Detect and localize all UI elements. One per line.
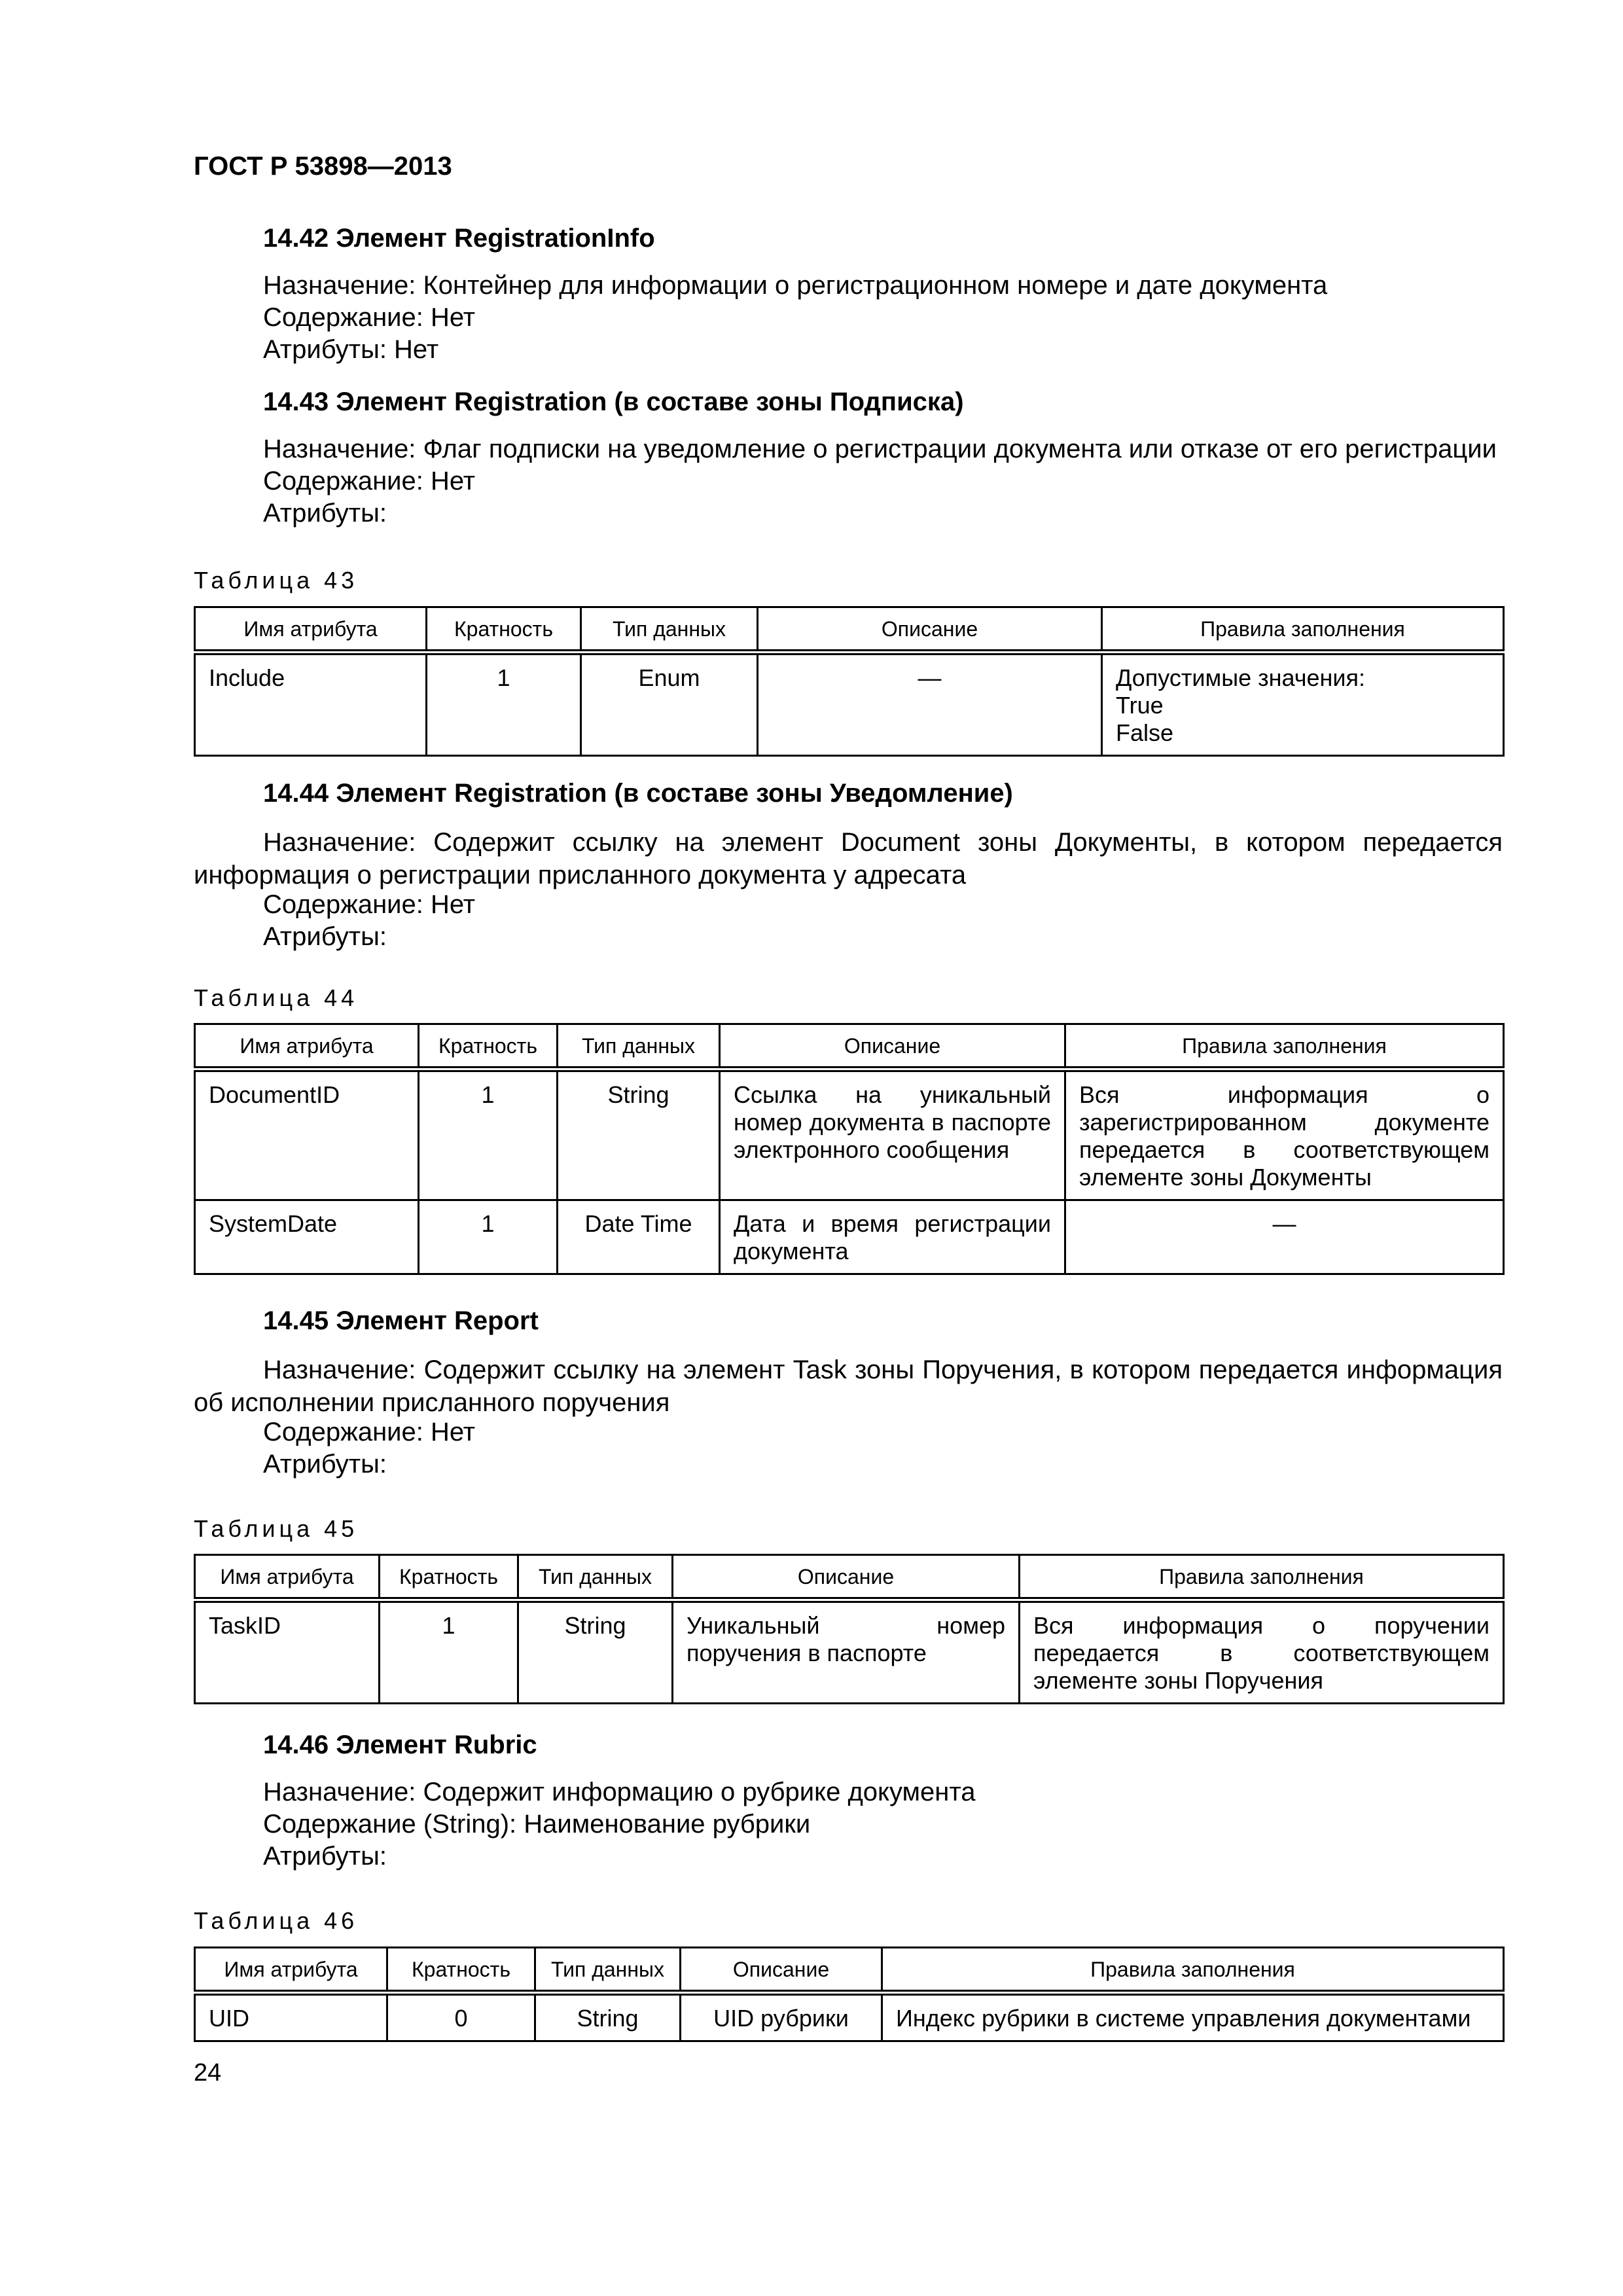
table-cell: DocumentID	[195, 1069, 419, 1200]
section-14-44-heading: 14.44 Элемент Registration (в составе зоны Уведомление)	[263, 779, 1013, 808]
table-cell: Enum	[581, 653, 758, 756]
section-14-42-purpose: Назначение: Контейнер для информации о регистрационном номере и дате документа	[263, 271, 1328, 300]
table-45	[194, 1554, 1505, 1704]
column-header: Правила заполнения	[1065, 1024, 1504, 1069]
table-cell: UID рубрики	[681, 1993, 882, 2041]
section-14-44-content: Содержание: Нет	[263, 890, 476, 919]
page-number: 24	[194, 2059, 222, 2087]
table-44	[194, 1023, 1505, 1275]
table-cell: 0	[387, 1993, 535, 2041]
table-cell: 1	[419, 1200, 558, 1274]
table-cell: SystemDate	[195, 1200, 419, 1274]
column-header: Описание	[758, 607, 1102, 653]
table-cell: Допустимые значения: True False	[1102, 653, 1504, 756]
column-header: Кратность	[419, 1024, 558, 1069]
table-row	[195, 1200, 1504, 1274]
section-14-46-purpose: Назначение: Содержит информацию о рубрике документа	[263, 1778, 976, 1806]
section-14-44-attributes: Атрибуты:	[263, 922, 387, 951]
table-header-row	[195, 1555, 1504, 1600]
table-cell: UID	[195, 1993, 387, 2041]
column-header: Тип данных	[535, 1948, 681, 1993]
table-cell: Include	[195, 653, 427, 756]
column-header: Кратность	[427, 607, 581, 653]
section-14-42-attributes: Атрибуты: Нет	[263, 335, 439, 364]
section-14-45-attributes: Атрибуты:	[263, 1450, 387, 1479]
column-header: Тип данных	[581, 607, 758, 653]
table-cell: Индекс рубрики в системе управления документами	[882, 1993, 1504, 2041]
table-cell: String	[535, 1993, 681, 2041]
section-14-45-heading: 14.45 Элемент Report	[263, 1306, 539, 1335]
document-header: ГОСТ Р 53898—2013	[194, 152, 452, 181]
column-header: Описание	[673, 1555, 1020, 1600]
table-43	[194, 606, 1505, 757]
table-row	[195, 653, 1504, 756]
column-header: Описание	[720, 1024, 1065, 1069]
table-45-caption: Таблица 45	[194, 1515, 359, 1542]
table-cell: 1	[380, 1600, 518, 1704]
table-cell: 1	[419, 1069, 558, 1200]
column-header: Тип данных	[558, 1024, 720, 1069]
table-cell: —	[1065, 1200, 1504, 1274]
column-header: Правила заполнения	[882, 1948, 1504, 1993]
table-44-caption: Таблица 44	[194, 984, 359, 1011]
table-cell: String	[558, 1069, 720, 1200]
section-14-46-content: Содержание (String): Наименование рубрики	[263, 1810, 811, 1839]
table-cell: TaskID	[195, 1600, 380, 1704]
section-14-43-attributes: Атрибуты:	[263, 499, 387, 528]
table-cell: —	[758, 653, 1102, 756]
column-header: Кратность	[380, 1555, 518, 1600]
column-header: Имя атрибута	[195, 1948, 387, 1993]
section-14-46-heading: 14.46 Элемент Rubric	[263, 1731, 537, 1759]
table-46	[194, 1946, 1505, 2042]
table-46-caption: Таблица 46	[194, 1907, 359, 1934]
section-14-45-content: Содержание: Нет	[263, 1418, 476, 1446]
table-cell: Вся информация о зарегистрированном документе передается в соответствующем элементе зоны Документы	[1065, 1069, 1504, 1200]
column-header: Описание	[681, 1948, 882, 1993]
table-header-row	[195, 1948, 1504, 1993]
column-header: Правила заполнения	[1020, 1555, 1504, 1600]
table-43-caption: Таблица 43	[194, 567, 359, 594]
section-14-45-purpose: Назначение: Содержит ссылку на элемент Task зоны Поручения, в котором передается информация об исполнении присланного поручения	[194, 1355, 1503, 1417]
section-14-42-content: Содержание: Нет	[263, 303, 476, 332]
table-row	[195, 1993, 1504, 2041]
table-cell: 1	[427, 653, 581, 756]
section-14-46-attributes: Атрибуты:	[263, 1842, 387, 1871]
section-14-43-content: Содержание: Нет	[263, 467, 476, 495]
table-cell: Дата и время регистрации документа	[720, 1200, 1065, 1274]
table-cell: Ссылка на уникальный номер документа в паспорте электронного сообщения	[720, 1069, 1065, 1200]
table-header-row	[195, 607, 1504, 653]
table-header-row	[195, 1024, 1504, 1069]
column-header: Имя атрибута	[195, 607, 427, 653]
table-row	[195, 1069, 1504, 1200]
table-row	[195, 1600, 1504, 1704]
column-header: Тип данных	[518, 1555, 673, 1600]
column-header: Имя атрибута	[195, 1024, 419, 1069]
table-cell: Уникальный номер поручения в паспорте	[673, 1600, 1020, 1704]
section-14-42-heading: 14.42 Элемент RegistrationInfo	[263, 224, 655, 253]
section-14-43-purpose: Назначение: Флаг подписки на уведомление о регистрации документа или отказе от его регистрации	[263, 435, 1497, 463]
column-header: Правила заполнения	[1102, 607, 1504, 653]
table-cell: String	[518, 1600, 673, 1704]
column-header: Имя атрибута	[195, 1555, 380, 1600]
section-14-43-heading: 14.43 Элемент Registration (в составе зоны Подписка)	[263, 387, 964, 416]
section-14-44-purpose: Назначение: Содержит ссылку на элемент Document зоны Документы, в котором передается информация о регистрации присланного документа у адресата	[194, 828, 1503, 889]
table-cell: Date Time	[558, 1200, 720, 1274]
column-header: Кратность	[387, 1948, 535, 1993]
table-cell: Вся информация о поручении передается в соответствующем элементе зоны Поручения	[1020, 1600, 1504, 1704]
